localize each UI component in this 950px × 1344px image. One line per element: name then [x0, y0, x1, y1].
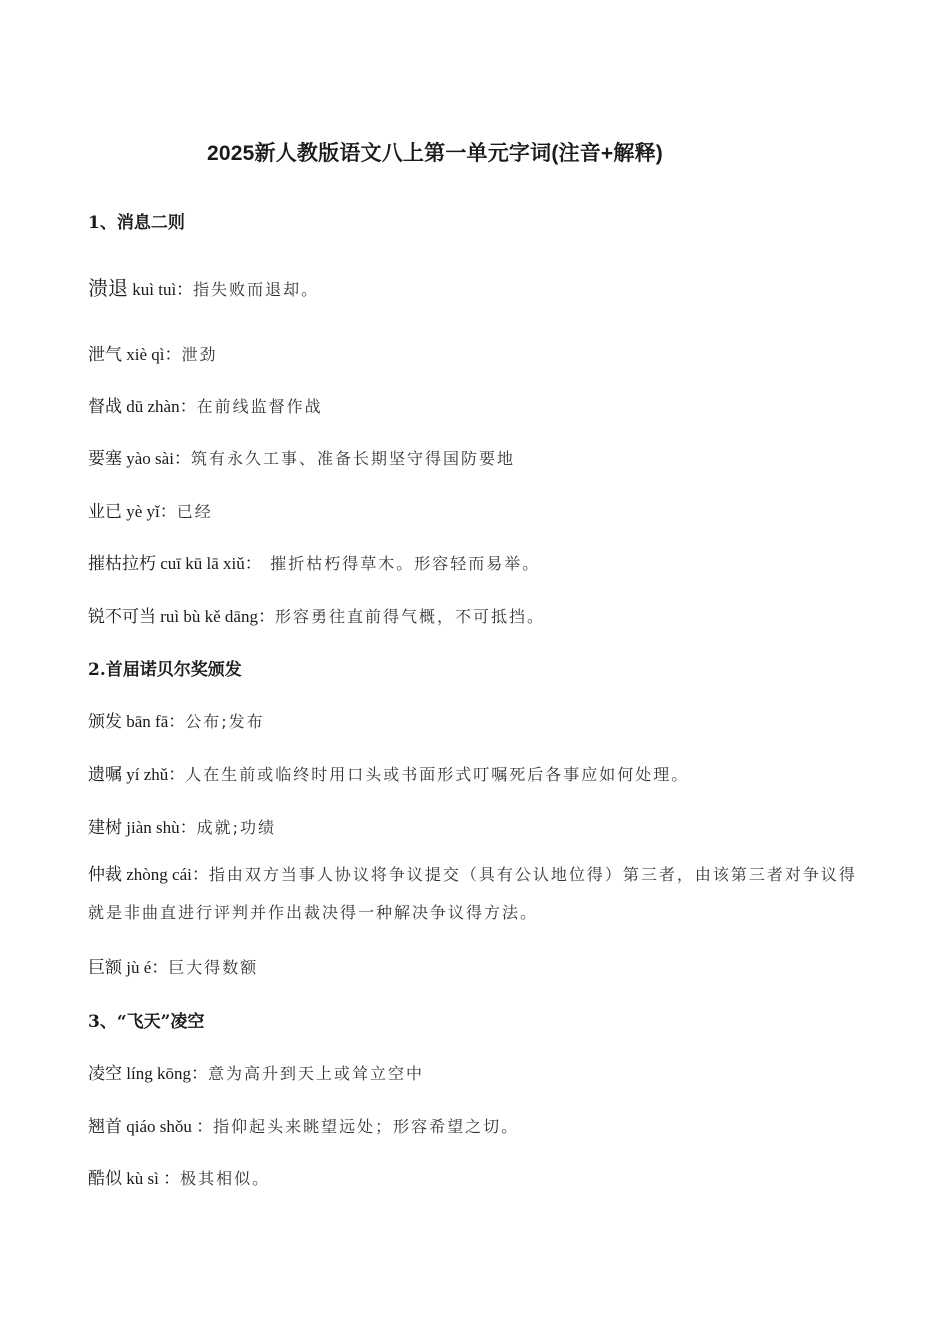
vocab-entry	[88, 340, 218, 365]
entry-pinyin: bān fā：	[122, 712, 186, 731]
entry-term: 摧枯拉朽	[88, 554, 156, 574]
entry-pinyin: dū zhàn：	[122, 397, 197, 416]
vocab-entry	[88, 497, 213, 522]
vocab-entry	[88, 549, 540, 574]
entry-definition: 成就;功绩	[196, 818, 277, 837]
entry-definition: 人在生前或临终时用口头或书面形式叮嘱死后各事应如何处理。	[185, 765, 690, 784]
entry-pinyin: ruì bù kě dāng：	[156, 607, 275, 626]
entry-term: 锐不可当	[88, 607, 156, 627]
entry-pinyin: xiè qì：	[122, 345, 182, 364]
entry-definition: 意为高升到天上或耸立空中	[207, 1064, 424, 1083]
entry-term: 泄气	[88, 345, 122, 365]
entry-term: 凌空	[88, 1064, 122, 1084]
vocab-entry	[88, 1164, 270, 1189]
vocab-entry	[88, 813, 276, 838]
entry-pinyin: zhòng cái：	[122, 865, 209, 884]
vocab-entry	[88, 1059, 424, 1084]
vocab-entry	[88, 1112, 519, 1137]
entry-definition: 指由双方当事人协议将争议提交（具有公认地位得）第三者，由该第三者对争议得就是非曲直进行评判并作出裁决得一种解决争议得方法。	[88, 865, 857, 922]
document-title: 2025新人教版语文八上第一单元字词(注音+解释)	[207, 142, 663, 165]
entry-definition: 泄劲	[181, 345, 218, 364]
vocab-entry	[88, 760, 689, 785]
entry-definition: 巨大得数额	[168, 958, 259, 977]
entry-definition: 极其相似。	[180, 1169, 271, 1188]
entry-term: 督战	[88, 397, 122, 417]
entry-definition: 在前线监督作战	[196, 397, 323, 416]
vocab-entry	[88, 856, 868, 932]
entry-definition: 公布;发布	[185, 712, 265, 731]
section-heading: 3、“飞天”凌空	[88, 1012, 205, 1032]
entry-pinyin: cuī kū lā xiǔ：	[156, 554, 271, 573]
entry-term: 溃退	[88, 276, 128, 300]
entry-definition: 形容勇往直前得气概，不可抵挡。	[274, 607, 545, 626]
entry-pinyin: yào sài：	[122, 449, 191, 468]
section-heading: 1、消息二则	[88, 213, 185, 233]
entry-pinyin: jiàn shù：	[122, 818, 197, 837]
entry-definition: 筑有永久工事、准备长期坚守得国防要地	[190, 449, 515, 468]
entry-term: 巨额	[88, 958, 122, 978]
entry-pinyin: jù é：	[122, 958, 169, 977]
entry-definition: 已经	[176, 502, 213, 521]
entry-pinyin: líng kōng：	[122, 1064, 208, 1083]
entry-pinyin: yè yǐ：	[122, 502, 177, 521]
vocab-entry	[88, 602, 545, 627]
entry-term: 要塞	[88, 449, 122, 469]
entry-term: 业已	[88, 502, 122, 522]
entry-term: 仲裁	[88, 865, 122, 885]
entry-term: 遗嘱	[88, 765, 122, 785]
entry-pinyin: kù sì ：	[122, 1169, 181, 1188]
entry-pinyin: qiáo shǒu ：	[122, 1117, 214, 1136]
vocab-entry	[88, 707, 265, 732]
entry-pinyin: yí zhǔ：	[122, 765, 186, 784]
entry-term: 翘首	[88, 1117, 122, 1137]
entry-definition: 摧折枯朽得草木。形容轻而易举。	[270, 554, 541, 573]
vocab-entry	[88, 444, 515, 469]
section-heading: 2.首届诺贝尔奖颁发	[88, 660, 242, 680]
vocab-entry	[88, 272, 319, 301]
entry-definition: 指失败而退却。	[193, 280, 320, 299]
entry-term: 颁发	[88, 712, 122, 732]
vocab-entry	[88, 953, 258, 978]
entry-pinyin: kuì tuì：	[128, 280, 194, 299]
vocab-entry	[88, 392, 323, 417]
entry-term: 建树	[88, 818, 122, 838]
entry-term: 酷似	[88, 1169, 122, 1189]
entry-definition: 指仰起头来眺望远处；形容希望之切。	[213, 1117, 520, 1136]
